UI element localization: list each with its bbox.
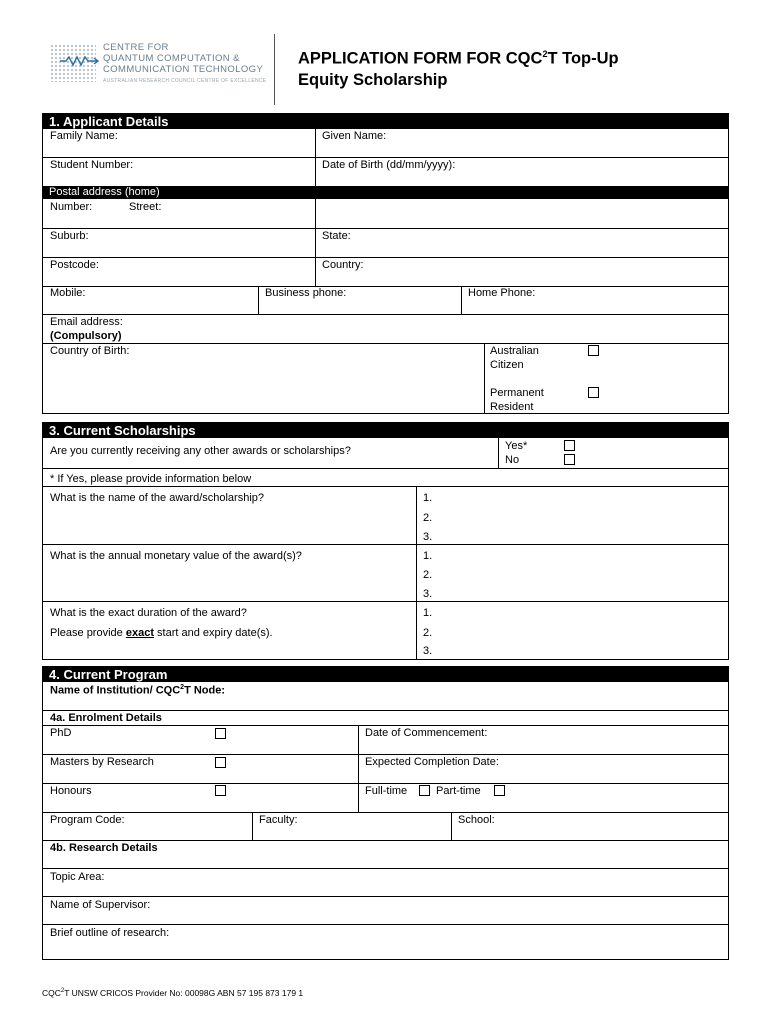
row-divider (43, 257, 728, 258)
fulltime-checkbox[interactable] (419, 785, 430, 796)
award-duration-2: 2. (423, 627, 433, 639)
award-name-3: 3. (423, 531, 433, 543)
row-divider (43, 896, 728, 897)
resident-label: Resident (490, 401, 534, 413)
page-title: APPLICATION FORM FOR CQC$^2$T Top-Up Equity Scholarship (298, 49, 619, 89)
faculty-label: Faculty: (259, 814, 298, 826)
postal-address-header: Postal address (home) (43, 186, 728, 199)
state-label: State: (322, 230, 351, 242)
phd-label: PhD (50, 727, 72, 739)
no-label: No (505, 454, 520, 466)
divider (461, 286, 462, 315)
award-name-1: 1. (423, 492, 433, 504)
dob-label: Date of Birth (dd/mm/yyyy): (322, 159, 456, 171)
award-name-question: What is the name of the award/scholarship? (50, 492, 265, 504)
postcode-label: Postcode: (50, 259, 99, 271)
divider (315, 129, 316, 187)
row-divider (43, 601, 728, 602)
yes-checkbox[interactable] (564, 440, 575, 451)
divider (258, 286, 259, 315)
row-divider (43, 783, 728, 784)
enrolment-details-heading: 4a. Enrolment Details (50, 712, 162, 724)
row-divider (43, 343, 728, 344)
suburb-label: Suburb: (50, 230, 89, 242)
divider (416, 486, 417, 660)
award-value-2: 2. (423, 569, 433, 581)
row-divider (43, 228, 728, 229)
scholarship-question: Are you currently receiving any other awards or scholarships? (50, 445, 351, 457)
topic-area-label: Topic Area: (50, 871, 105, 883)
fulltime-label: Full-time (365, 785, 408, 797)
award-duration-3: 3. (423, 645, 433, 657)
family-name-label: Family Name: (50, 130, 118, 142)
completion-label: Expected Completion Date: (365, 756, 499, 768)
logo-line-3: COMMUNICATION TECHNOLOGY (103, 64, 264, 75)
award-value-question: What is the annual monetary value of the award(s)? (50, 550, 302, 562)
award-dates-question: Please provide exact start and expiry date(s). (50, 627, 273, 639)
phd-checkbox[interactable] (215, 728, 226, 739)
section-4-header: 4. Current Program (43, 667, 728, 682)
logo-line-2: QUANTUM COMPUTATION & (103, 53, 240, 64)
logo-subtitle: AUSTRALIAN RESEARCH COUNCIL CENTRE OF EXCELLENCE (103, 78, 267, 84)
row-divider (43, 486, 728, 487)
divider (252, 812, 253, 841)
honours-checkbox[interactable] (215, 785, 226, 796)
row-divider (43, 710, 728, 711)
masters-label: Masters by Research (50, 756, 154, 768)
research-outline-label: Brief outline of research: (50, 927, 170, 939)
row-divider (43, 924, 728, 925)
commencement-label: Date of Commencement: (365, 727, 488, 739)
parttime-checkbox[interactable] (494, 785, 505, 796)
row-divider (43, 314, 728, 315)
permanent-resident-checkbox[interactable] (588, 387, 599, 398)
research-details-heading: 4b. Research Details (50, 842, 158, 854)
divider (358, 725, 359, 813)
row-divider (43, 725, 728, 726)
section-current-scholarships (42, 422, 729, 660)
honours-label: Honours (50, 785, 92, 797)
row-divider (43, 157, 728, 158)
footer-text: CQC$^2$T UNSW CRICOS Provider No: 00098G ABN 57 195 873 179 1 (42, 988, 304, 998)
divider (315, 199, 316, 287)
row-divider (43, 868, 728, 869)
yes-label: Yes* (505, 440, 528, 452)
email-label: Email address: (50, 316, 123, 328)
compulsory-note: (Compulsory) (50, 330, 122, 342)
supervisor-label: Name of Supervisor: (50, 899, 151, 911)
logo-wave-icon (60, 55, 100, 67)
award-duration-1: 1. (423, 607, 433, 619)
section-1-header: 1. Applicant Details (43, 114, 728, 129)
permanent-label: Permanent (490, 387, 544, 399)
country-of-birth-label: Country of Birth: (50, 345, 130, 357)
student-number-label: Student Number: (50, 159, 134, 171)
masters-checkbox[interactable] (215, 757, 226, 768)
row-divider (43, 468, 728, 469)
if-yes-note: * If Yes, please provide information below (50, 473, 252, 485)
australian-citizen-checkbox[interactable] (588, 345, 599, 356)
given-name-label: Given Name: (322, 130, 387, 142)
logo-line-1: CENTRE FOR (103, 42, 169, 53)
section-applicant-details (42, 113, 729, 414)
country-label: Country: (322, 259, 364, 271)
row-divider (43, 544, 728, 545)
divider (451, 812, 452, 841)
award-duration-question: What is the exact duration of the award? (50, 607, 247, 619)
institution-label: Name of Institution/ CQC$^2$T Node: (50, 684, 226, 697)
award-value-1: 1. (423, 550, 433, 562)
program-code-label: Program Code: (50, 814, 125, 826)
australian-label: Australian (490, 345, 539, 357)
school-label: School: (458, 814, 495, 826)
award-name-2: 2. (423, 512, 433, 524)
section-3-header: 3. Current Scholarships (43, 423, 728, 438)
number-label: Number: (50, 201, 93, 213)
section-current-program (42, 666, 729, 960)
business-phone-label: Business phone: (265, 287, 347, 299)
home-phone-label: Home Phone: (468, 287, 536, 299)
award-value-3: 3. (423, 588, 433, 600)
parttime-label: Part-time (436, 785, 481, 797)
mobile-label: Mobile: (50, 287, 86, 299)
no-checkbox[interactable] (564, 454, 575, 465)
divider (484, 343, 485, 414)
row-divider (43, 286, 728, 287)
citizen-label: Citizen (490, 359, 524, 371)
row-divider (43, 754, 728, 755)
row-divider (43, 840, 728, 841)
row-divider (43, 812, 728, 813)
header-divider (274, 34, 275, 105)
street-label: Street: (129, 201, 162, 213)
divider (498, 438, 499, 468)
